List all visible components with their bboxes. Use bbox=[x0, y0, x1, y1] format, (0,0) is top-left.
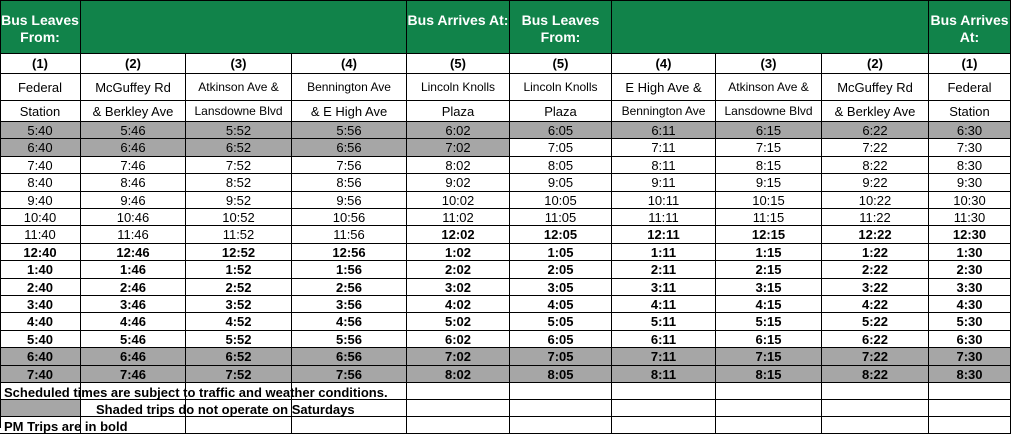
time-cell: 2:56 bbox=[292, 279, 407, 296]
empty-cell bbox=[716, 383, 822, 400]
time-cell: 10:52 bbox=[186, 209, 292, 226]
time-cell: 7:30 bbox=[929, 139, 1011, 157]
time-cell: 7:56 bbox=[292, 157, 407, 174]
time-cell: 8:40 bbox=[0, 174, 81, 192]
time-cell: 8:56 bbox=[292, 174, 407, 192]
stop-name-line1: Bennington Ave bbox=[292, 74, 407, 101]
time-cell: 12:11 bbox=[612, 226, 716, 244]
time-cell: 10:11 bbox=[612, 192, 716, 209]
time-cell: 9:11 bbox=[612, 174, 716, 192]
time-cell: 4:22 bbox=[822, 296, 929, 313]
time-cell: 12:40 bbox=[0, 244, 81, 261]
time-cell: 6:11 bbox=[612, 331, 716, 348]
stop-name-line1: Atkinson Ave & bbox=[716, 74, 822, 101]
stop-number: (2) bbox=[81, 54, 186, 74]
time-cell: 4:05 bbox=[510, 296, 612, 313]
note-saturday: Shaded trips do not operate on Saturdays bbox=[96, 402, 355, 417]
time-cell: 2:15 bbox=[716, 261, 822, 279]
stop-number: (5) bbox=[407, 54, 510, 74]
time-cell: 3:52 bbox=[186, 296, 292, 313]
empty-cell bbox=[612, 383, 716, 400]
time-cell: 2:05 bbox=[510, 261, 612, 279]
empty-cell bbox=[186, 417, 292, 434]
time-cell: 11:40 bbox=[0, 226, 81, 244]
stop-name-line1: McGuffey Rd bbox=[822, 74, 929, 101]
time-cell: 9:15 bbox=[716, 174, 822, 192]
stop-name-line2: Station bbox=[0, 101, 81, 122]
time-cell: 12:30 bbox=[929, 226, 1011, 244]
time-cell: 9:46 bbox=[81, 192, 186, 209]
time-cell: 6:22 bbox=[822, 331, 929, 348]
time-cell: 11:02 bbox=[407, 209, 510, 226]
time-cell: 5:56 bbox=[292, 122, 407, 139]
time-cell: 4:30 bbox=[929, 296, 1011, 313]
stop-name-line1: E High Ave & bbox=[612, 74, 716, 101]
time-cell: 7:02 bbox=[407, 348, 510, 366]
time-cell: 5:40 bbox=[0, 331, 81, 348]
time-cell: 9:02 bbox=[407, 174, 510, 192]
time-cell: 5:30 bbox=[929, 313, 1011, 331]
legend-shaded-swatch bbox=[0, 400, 81, 417]
stop-name-line2: Lansdowne Blvd bbox=[186, 101, 292, 122]
time-cell: 12:46 bbox=[81, 244, 186, 261]
time-cell: 11:22 bbox=[822, 209, 929, 226]
time-cell: 3:11 bbox=[612, 279, 716, 296]
stop-name-line2: Plaza bbox=[407, 101, 510, 122]
time-cell: 3:05 bbox=[510, 279, 612, 296]
header-cell: Bus Arrives At: bbox=[407, 0, 510, 54]
stop-number: (4) bbox=[612, 54, 716, 74]
header-cell bbox=[612, 0, 929, 54]
stop-name-line2: Plaza bbox=[510, 101, 612, 122]
time-cell: 1:11 bbox=[612, 244, 716, 261]
header-cell: Bus Leaves From: bbox=[0, 0, 81, 54]
time-cell: 12:15 bbox=[716, 226, 822, 244]
time-cell: 2:52 bbox=[186, 279, 292, 296]
empty-cell bbox=[822, 417, 929, 434]
stop-name-line2: & E High Ave bbox=[292, 101, 407, 122]
time-cell: 2:02 bbox=[407, 261, 510, 279]
time-cell: 7:56 bbox=[292, 366, 407, 383]
stop-name-line2: & Berkley Ave bbox=[822, 101, 929, 122]
time-cell: 6:05 bbox=[510, 122, 612, 139]
time-cell: 6:52 bbox=[186, 139, 292, 157]
time-cell: 1:02 bbox=[407, 244, 510, 261]
time-cell: 4:02 bbox=[407, 296, 510, 313]
time-cell: 11:52 bbox=[186, 226, 292, 244]
stop-number: (2) bbox=[822, 54, 929, 74]
time-cell: 7:05 bbox=[510, 139, 612, 157]
time-cell: 6:15 bbox=[716, 331, 822, 348]
time-cell: 1:15 bbox=[716, 244, 822, 261]
empty-cell bbox=[292, 417, 407, 434]
header-cell: Bus Arrives At: bbox=[929, 0, 1011, 54]
time-cell: 6:40 bbox=[0, 348, 81, 366]
time-cell: 7:02 bbox=[407, 139, 510, 157]
time-cell: 3:30 bbox=[929, 279, 1011, 296]
time-cell: 7:40 bbox=[0, 157, 81, 174]
empty-cell bbox=[612, 400, 716, 417]
time-cell: 5:02 bbox=[407, 313, 510, 331]
stop-number: (4) bbox=[292, 54, 407, 74]
time-cell: 8:02 bbox=[407, 366, 510, 383]
time-cell: 3:02 bbox=[407, 279, 510, 296]
time-cell: 5:22 bbox=[822, 313, 929, 331]
time-cell: 12:52 bbox=[186, 244, 292, 261]
time-cell: 4:56 bbox=[292, 313, 407, 331]
stop-name-line2: & Berkley Ave bbox=[81, 101, 186, 122]
time-cell: 8:30 bbox=[929, 157, 1011, 174]
empty-cell bbox=[407, 383, 510, 400]
time-cell: 8:46 bbox=[81, 174, 186, 192]
time-cell: 7:22 bbox=[822, 348, 929, 366]
time-cell: 8:05 bbox=[510, 366, 612, 383]
empty-cell bbox=[929, 383, 1011, 400]
empty-cell bbox=[407, 417, 510, 434]
time-cell: 6:22 bbox=[822, 122, 929, 139]
time-cell: 2:46 bbox=[81, 279, 186, 296]
time-cell: 6:40 bbox=[0, 139, 81, 157]
time-cell: 12:02 bbox=[407, 226, 510, 244]
grid-line bbox=[0, 0, 1, 428]
grid-line bbox=[0, 0, 1011, 1]
empty-cell bbox=[510, 417, 612, 434]
time-cell: 2:22 bbox=[822, 261, 929, 279]
time-cell: 8:15 bbox=[716, 366, 822, 383]
stop-name-line1: Atkinson Ave & bbox=[186, 74, 292, 101]
stop-name-line2: Lansdowne Blvd bbox=[716, 101, 822, 122]
time-cell: 9:22 bbox=[822, 174, 929, 192]
time-cell: 10:46 bbox=[81, 209, 186, 226]
time-cell: 9:52 bbox=[186, 192, 292, 209]
time-cell: 8:22 bbox=[822, 366, 929, 383]
time-cell: 7:46 bbox=[81, 157, 186, 174]
time-cell: 10:56 bbox=[292, 209, 407, 226]
stop-name-line1: Lincoln Knolls bbox=[407, 74, 510, 101]
time-cell: 10:15 bbox=[716, 192, 822, 209]
time-cell: 9:56 bbox=[292, 192, 407, 209]
time-cell: 7:30 bbox=[929, 348, 1011, 366]
empty-cell bbox=[510, 400, 612, 417]
time-cell: 8:02 bbox=[407, 157, 510, 174]
time-cell: 2:40 bbox=[0, 279, 81, 296]
time-cell: 10:30 bbox=[929, 192, 1011, 209]
time-cell: 11:30 bbox=[929, 209, 1011, 226]
empty-cell bbox=[822, 383, 929, 400]
empty-cell bbox=[929, 400, 1011, 417]
time-cell: 1:30 bbox=[929, 244, 1011, 261]
stop-number: (1) bbox=[0, 54, 81, 74]
stop-name-line1: Federal bbox=[929, 74, 1011, 101]
time-cell: 4:15 bbox=[716, 296, 822, 313]
time-cell: 8:22 bbox=[822, 157, 929, 174]
time-cell: 5:15 bbox=[716, 313, 822, 331]
empty-cell bbox=[929, 417, 1011, 434]
time-cell: 7:52 bbox=[186, 157, 292, 174]
stop-number: (3) bbox=[186, 54, 292, 74]
time-cell: 2:30 bbox=[929, 261, 1011, 279]
time-cell: 3:46 bbox=[81, 296, 186, 313]
time-cell: 3:56 bbox=[292, 296, 407, 313]
time-cell: 7:15 bbox=[716, 348, 822, 366]
time-cell: 10:40 bbox=[0, 209, 81, 226]
time-cell: 5:46 bbox=[81, 331, 186, 348]
time-cell: 12:56 bbox=[292, 244, 407, 261]
stop-name-line1: Lincoln Knolls bbox=[510, 74, 612, 101]
stop-name-line1: McGuffey Rd bbox=[81, 74, 186, 101]
time-cell: 3:22 bbox=[822, 279, 929, 296]
empty-cell bbox=[510, 383, 612, 400]
time-cell: 5:52 bbox=[186, 122, 292, 139]
time-cell: 6:46 bbox=[81, 348, 186, 366]
time-cell: 7:05 bbox=[510, 348, 612, 366]
time-cell: 6:02 bbox=[407, 122, 510, 139]
empty-cell bbox=[612, 417, 716, 434]
time-cell: 9:40 bbox=[0, 192, 81, 209]
time-cell: 4:11 bbox=[612, 296, 716, 313]
time-cell: 7:15 bbox=[716, 139, 822, 157]
time-cell: 5:11 bbox=[612, 313, 716, 331]
stop-name-line1: Federal bbox=[0, 74, 81, 101]
time-cell: 4:40 bbox=[0, 313, 81, 331]
note-traffic: Scheduled times are subject to traffic and weather conditions. bbox=[4, 385, 388, 400]
time-cell: 6:11 bbox=[612, 122, 716, 139]
time-cell: 6:05 bbox=[510, 331, 612, 348]
time-cell: 9:05 bbox=[510, 174, 612, 192]
time-cell: 11:56 bbox=[292, 226, 407, 244]
stop-number: (3) bbox=[716, 54, 822, 74]
time-cell: 11:15 bbox=[716, 209, 822, 226]
empty-cell bbox=[716, 417, 822, 434]
time-cell: 4:46 bbox=[81, 313, 186, 331]
time-cell: 3:15 bbox=[716, 279, 822, 296]
time-cell: 10:22 bbox=[822, 192, 929, 209]
time-cell: 11:46 bbox=[81, 226, 186, 244]
time-cell: 8:05 bbox=[510, 157, 612, 174]
stop-name-line2: Station bbox=[929, 101, 1011, 122]
header-cell bbox=[81, 0, 407, 54]
empty-cell bbox=[716, 400, 822, 417]
time-cell: 1:46 bbox=[81, 261, 186, 279]
time-cell: 8:30 bbox=[929, 366, 1011, 383]
time-cell: 8:15 bbox=[716, 157, 822, 174]
time-cell: 6:02 bbox=[407, 331, 510, 348]
time-cell: 6:30 bbox=[929, 122, 1011, 139]
header-cell: Bus Leaves From: bbox=[510, 0, 612, 54]
empty-cell bbox=[407, 400, 510, 417]
time-cell: 1:40 bbox=[0, 261, 81, 279]
time-cell: 6:56 bbox=[292, 348, 407, 366]
time-cell: 7:11 bbox=[612, 348, 716, 366]
time-cell: 10:02 bbox=[407, 192, 510, 209]
time-cell: 1:56 bbox=[292, 261, 407, 279]
time-cell: 6:15 bbox=[716, 122, 822, 139]
time-cell: 6:52 bbox=[186, 348, 292, 366]
time-cell: 6:30 bbox=[929, 331, 1011, 348]
empty-cell bbox=[822, 400, 929, 417]
time-cell: 4:52 bbox=[186, 313, 292, 331]
time-cell: 6:56 bbox=[292, 139, 407, 157]
time-cell: 5:52 bbox=[186, 331, 292, 348]
time-cell: 1:05 bbox=[510, 244, 612, 261]
time-cell: 1:22 bbox=[822, 244, 929, 261]
time-cell: 10:05 bbox=[510, 192, 612, 209]
time-cell: 11:05 bbox=[510, 209, 612, 226]
stop-number: (5) bbox=[510, 54, 612, 74]
time-cell: 8:11 bbox=[612, 157, 716, 174]
time-cell: 5:40 bbox=[0, 122, 81, 139]
time-cell: 6:46 bbox=[81, 139, 186, 157]
time-cell: 5:05 bbox=[510, 313, 612, 331]
time-cell: 2:11 bbox=[612, 261, 716, 279]
time-cell: 11:11 bbox=[612, 209, 716, 226]
time-cell: 7:46 bbox=[81, 366, 186, 383]
time-cell: 8:11 bbox=[612, 366, 716, 383]
time-cell: 9:30 bbox=[929, 174, 1011, 192]
time-cell: 3:40 bbox=[0, 296, 81, 313]
time-cell: 12:05 bbox=[510, 226, 612, 244]
time-cell: 8:52 bbox=[186, 174, 292, 192]
note-pm: PM Trips are in bold bbox=[4, 419, 128, 434]
time-cell: 12:22 bbox=[822, 226, 929, 244]
stop-number: (1) bbox=[929, 54, 1011, 74]
time-cell: 5:46 bbox=[81, 122, 186, 139]
time-cell: 1:52 bbox=[186, 261, 292, 279]
time-cell: 7:52 bbox=[186, 366, 292, 383]
time-cell: 7:40 bbox=[0, 366, 81, 383]
time-cell: 7:22 bbox=[822, 139, 929, 157]
time-cell: 5:56 bbox=[292, 331, 407, 348]
time-cell: 7:11 bbox=[612, 139, 716, 157]
stop-name-line2: Bennington Ave bbox=[612, 101, 716, 122]
